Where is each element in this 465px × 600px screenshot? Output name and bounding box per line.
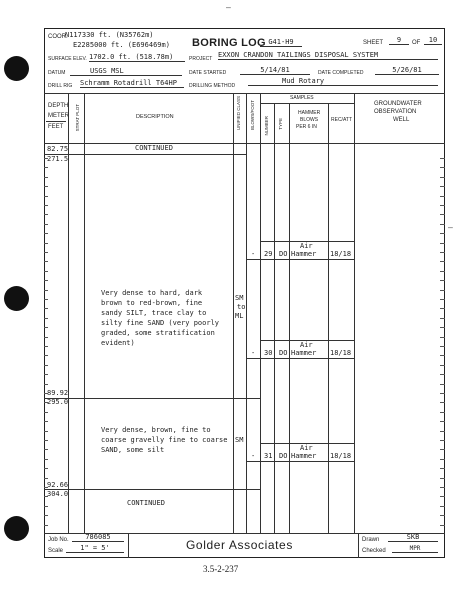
sample-hammer: Air: [300, 242, 313, 250]
scale-tick: [44, 346, 48, 347]
scale-tick: [440, 468, 445, 469]
col-unified-class: UNIFIED CLASS: [236, 96, 241, 131]
sample-hammer: Air: [300, 341, 313, 349]
scale-tick: [44, 290, 48, 291]
scan-mark-side: —: [448, 223, 453, 232]
depth-mid-m: 89.92: [47, 389, 69, 397]
scale-tick: [44, 261, 48, 262]
scale-tick: [440, 421, 445, 422]
scale-tick: [44, 459, 48, 460]
divider-number: [274, 103, 275, 533]
desc1-line: silty fine SAND (very poorly: [101, 319, 220, 327]
scale-tick: [440, 346, 445, 347]
date-started-value: 5/14/81: [240, 67, 310, 75]
stratum-boundary-2: [44, 489, 260, 490]
scale-tick: [44, 224, 48, 225]
sample-type: DO: [279, 349, 288, 357]
col-blows: BLOWS: [300, 117, 319, 123]
scale-tick: [440, 186, 445, 187]
divider-class: [246, 93, 247, 533]
col-hammer: HAMMER: [298, 110, 321, 116]
desc1-line: sandy SILT, trace clay to: [101, 309, 207, 317]
drilling-method-label: DRILLING METHOD: [189, 83, 236, 89]
footer-divider-right: [358, 533, 359, 558]
date-started-label: DATE STARTED: [189, 70, 227, 76]
scale-tick: [440, 337, 445, 338]
scale-tick: [44, 308, 48, 309]
scale-tick: [440, 252, 445, 253]
drawn-label: Drawn: [362, 537, 380, 543]
scale-tick: [440, 384, 445, 385]
scale-tick: [44, 412, 48, 413]
drawn-value: SKB: [388, 534, 438, 542]
scale-tick: [440, 214, 445, 215]
scale-tick: [440, 355, 445, 356]
scale-tick: [44, 196, 48, 197]
scale-tick: [44, 468, 48, 469]
stratum-class-2: SM: [235, 436, 244, 444]
scale-tick: [44, 478, 48, 479]
sample-bottom-rule: [246, 358, 354, 359]
scale-tick: [44, 421, 48, 422]
sample-blows: -: [251, 349, 256, 357]
scale-tick: [440, 440, 445, 441]
header-top-rule: [44, 93, 445, 94]
desc1-line: evident): [101, 339, 135, 347]
scale-tick: [44, 506, 48, 507]
scale-label: Scale: [48, 548, 64, 554]
scale-tick: [44, 205, 48, 206]
scale-tick: [440, 431, 445, 432]
page-number: 3.5-2-237: [203, 564, 239, 574]
scale-tick: [440, 261, 445, 262]
scale-tick: [44, 440, 48, 441]
sample-number: 29: [264, 250, 273, 258]
depth-bot-m: 92.66: [47, 481, 69, 489]
scale-tick: [440, 365, 445, 366]
scale-tick: [44, 299, 48, 300]
scale-tick: [44, 252, 48, 253]
scale-value: 1" = 5': [66, 545, 124, 553]
scale-tick: [44, 402, 48, 403]
scale-tick: [44, 496, 48, 497]
scale-tick: [44, 318, 48, 319]
sheet-number: 9: [389, 37, 409, 45]
scale-tick: [440, 402, 445, 403]
scale-tick: [44, 271, 48, 272]
drill-rig-label: DRILL RIG: [48, 83, 73, 89]
checked-value: MPR: [392, 546, 438, 553]
scale-tick: [440, 478, 445, 479]
depth-top-ft: 271.5: [47, 155, 69, 163]
scale-tick: [440, 449, 445, 450]
job-no-value: 786085: [72, 534, 124, 542]
header-bottom-rule: [44, 143, 445, 144]
col-blows-foot: BLOWS/FOOT: [250, 100, 255, 131]
divider-description: [233, 93, 234, 533]
coor-easting: E2285000 ft. (E696469m): [73, 41, 170, 49]
scale-tick: [440, 506, 445, 507]
col-groundwater: GROUNDWATER: [374, 101, 422, 107]
form-title: BORING LOG: [192, 37, 266, 49]
of-label: OF: [412, 40, 421, 46]
coor-label: COOR.: [48, 34, 68, 40]
scale-tick: [440, 196, 445, 197]
stratum-boundary-1: [44, 398, 260, 399]
scale-tick: [44, 355, 48, 356]
scale-tick: [440, 327, 445, 328]
divider-hammer: [328, 103, 329, 533]
scale-tick: [44, 374, 48, 375]
continued-top: CONTINUED: [135, 144, 173, 152]
sample-recovery: 18/18: [330, 452, 352, 460]
drilling-method-value: Mud Rotary: [248, 78, 438, 86]
scale-tick: [440, 374, 445, 375]
sheet-label: SHEET: [363, 40, 384, 46]
scale-tick: [440, 167, 445, 168]
desc2-line: Very dense, brown, fine to: [101, 426, 211, 434]
desc1-line: brown to red-brown, fine: [101, 299, 203, 307]
col-rec-att: REC/ATT: [331, 117, 353, 123]
scale-tick: [44, 167, 48, 168]
col-feet: FEET: [48, 124, 64, 130]
scale-tick: [44, 365, 48, 366]
scale-tick: [440, 271, 445, 272]
scale-tick: [440, 243, 445, 244]
scale-tick: [440, 299, 445, 300]
scale-tick: [44, 337, 48, 338]
scale-tick: [44, 525, 48, 526]
divider-strat: [84, 93, 85, 533]
checked-label: Checked: [362, 548, 386, 554]
sample-recovery: 18/18: [330, 349, 352, 357]
scale-tick: [44, 177, 48, 178]
scale-tick: [44, 487, 48, 488]
date-completed-label: DATE COMPLETED: [318, 70, 364, 76]
sample-top-rule: [260, 241, 354, 242]
datum-value: USGS MSL: [70, 68, 182, 76]
scale-tick: [44, 186, 48, 187]
divider-rec: [354, 93, 355, 533]
scale-tick: [44, 431, 48, 432]
scale-tick: [44, 214, 48, 215]
depth-bot-ft: 304.0: [47, 490, 69, 498]
col-type: TYPE: [278, 118, 283, 130]
col-number: NUMBER: [264, 116, 269, 136]
sample-hammer: Hammer: [291, 452, 317, 460]
sample-hammer: Hammer: [291, 250, 317, 258]
divider-type: [289, 103, 290, 533]
date-completed-value: 5/26/81: [375, 67, 439, 75]
continued-top-rule: [84, 154, 246, 155]
desc1-line: graded, some stratification: [101, 329, 215, 337]
class1-line: ML: [235, 312, 244, 320]
scale-tick: [440, 525, 445, 526]
scale-tick: [440, 487, 445, 488]
scale-tick: [440, 318, 445, 319]
surface-elev-label: SURFACE ELEV.: [48, 56, 87, 62]
scale-tick: [440, 224, 445, 225]
surface-elev-value: 1702.0 ft. (518.78m): [89, 54, 185, 62]
col-meter: METER: [48, 113, 69, 119]
sample-top-rule: [260, 443, 354, 444]
col-well: WELL: [393, 117, 410, 123]
depth-mid-ft: 295.0: [47, 398, 69, 406]
sample-hammer: Hammer: [291, 349, 317, 357]
class1-line: to: [237, 303, 246, 311]
scale-tick: [440, 290, 445, 291]
footer-divider-left: [128, 533, 129, 558]
col-per-6in: PER 6 IN: [296, 124, 317, 130]
binder-hole-middle: [4, 286, 29, 311]
company-name: Golder Associates: [186, 538, 293, 552]
scale-tick: [440, 280, 445, 281]
continued-bottom: CONTINUED: [127, 499, 165, 507]
datum-label: DATUM: [48, 70, 66, 76]
sample-blows: -: [251, 250, 256, 258]
col-depth: DEPTH: [48, 103, 69, 109]
scale-tick: [440, 308, 445, 309]
scale-tick: [440, 412, 445, 413]
coor-northing: N117330 ft. (N35762m): [65, 31, 154, 39]
boring-id: G41-H9: [260, 39, 302, 47]
scale-tick: [440, 515, 445, 516]
scale-tick: [44, 158, 48, 159]
scale-tick: [440, 496, 445, 497]
sample-hammer: Air: [300, 444, 313, 452]
scale-tick: [44, 449, 48, 450]
class1-line: SM: [235, 294, 244, 302]
sample-number: 31: [264, 452, 273, 460]
sample-number: 30: [264, 349, 273, 357]
col-description: DESCRIPTION: [136, 114, 174, 120]
scale-tick: [440, 459, 445, 460]
divider-depth: [68, 93, 69, 533]
scale-tick: [440, 205, 445, 206]
scale-tick: [440, 177, 445, 178]
divider-blows: [260, 93, 261, 533]
scale-tick: [440, 233, 445, 234]
sample-bottom-rule: [246, 259, 354, 260]
binder-hole-top: [4, 56, 29, 81]
meter-feet-rule: [46, 121, 66, 122]
scan-mark-top: —: [226, 3, 231, 12]
col-samples: SAMPLES: [290, 95, 314, 101]
scale-tick: [44, 384, 48, 385]
desc1-line: Very dense to hard, dark: [101, 289, 203, 297]
scale-tick: [44, 233, 48, 234]
binder-hole-bottom: [4, 516, 29, 541]
sheet-total: 10: [424, 37, 442, 45]
scale-tick: [44, 515, 48, 516]
project-label: PROJECT: [189, 56, 213, 62]
scale-tick: [44, 393, 48, 394]
scale-tick: [44, 327, 48, 328]
sample-bottom-rule: [246, 461, 354, 462]
col-observation: OBSERVATION: [374, 109, 417, 115]
scale-tick: [440, 393, 445, 394]
scale-tick: [440, 158, 445, 159]
project-value: EXXON CRANDON TAILINGS DISPOSAL SYSTEM: [218, 52, 438, 60]
job-no-label: Job No.: [48, 537, 69, 543]
sample-type: DO: [279, 250, 288, 258]
drill-rig-value: Schramm Rotadrill T64HP: [80, 80, 184, 88]
desc2-line: SAND, some silt: [101, 446, 165, 454]
sample-recovery: 18/18: [330, 250, 352, 258]
desc2-line: coarse gravelly fine to coarse: [101, 436, 228, 444]
scale-tick: [44, 243, 48, 244]
sample-blows: -: [251, 452, 256, 460]
col-strat-plot: STRAT PLOT: [75, 104, 80, 132]
scale-tick: [44, 280, 48, 281]
sample-type: DO: [279, 452, 288, 460]
sample-top-rule: [260, 340, 354, 341]
depth-top-m: 82.75: [47, 145, 69, 153]
